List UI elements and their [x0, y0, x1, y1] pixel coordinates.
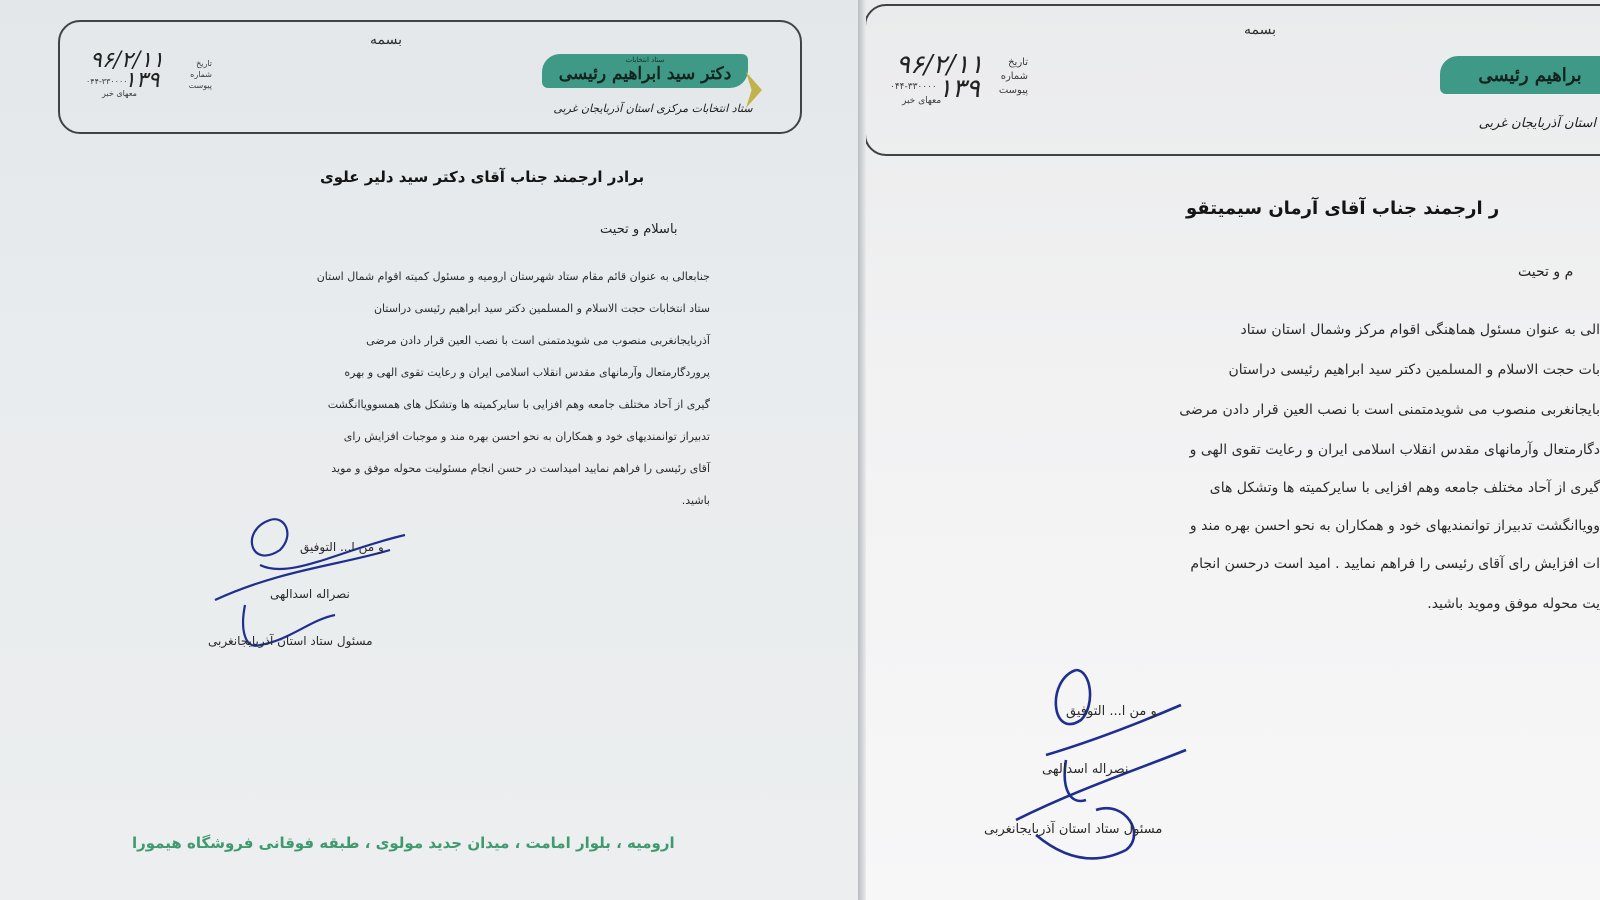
body-line: الی به عنوان مسئول هماهنگی اقوام مرکز وشمال استان ستاد [1240, 322, 1600, 338]
signer-title: مسئول ستاد استان آذربایجانغربی [984, 822, 1163, 837]
closing-phrase: و من ا... التوفیق [1066, 704, 1157, 719]
date-number-labels [172, 58, 212, 91]
date-label: تاریخ [1008, 57, 1028, 68]
attachment-label: پیوست [998, 85, 1028, 96]
body-line: دگارمتعال وآرمانهای مقدس انقلاب اسلامی ایران و رعایت تقوی الهی و [1189, 442, 1600, 458]
office-address-footer: ارومیه ، بلوار امامت ، میدان جدید مولوی ، طبقه فوقانی فروشگاه هیمورا [132, 834, 675, 852]
letter-right [866, 0, 1600, 900]
basmala: بسمه [1244, 22, 1276, 38]
candidate-logo-banner [1440, 56, 1600, 94]
header-extra-line: معهای خبر [102, 89, 137, 98]
phone-line: ۰۴۴-۳۳۰۰۰۰ [86, 77, 128, 86]
body-line: بایجانغربی منصوب می شویدمتمنی است با نصب العین قرار دادن مرضی [1179, 402, 1600, 418]
body-line: باشید. [681, 494, 710, 507]
body-line: گیری از آحاد مختلف جامعه وهم افزایی با سایرکمیته ها وتشکل های [1209, 480, 1600, 496]
handwritten-date: ۹۶/۲/۱۱ [90, 48, 164, 73]
logo-banner-text: براهیم رئیسی [1478, 65, 1582, 86]
body-line: جنابعالی به عنوان قائم مقام ستاد شهرستان ارومیه و مسئول کمیته اقوام شمال استان [316, 270, 710, 283]
basmala: بسمه [370, 32, 402, 48]
body-line: گیری از آحاد مختلف جامعه وهم افزایی با سایرکمیته ها وتشکل های همسوویاانگشت [327, 398, 710, 411]
letterhead-box [866, 4, 1600, 156]
logo-subtitle: ستاد انتخابات مرکزی استان آذربایجان غربی [553, 102, 753, 115]
signer-name: نصراله اسدالهی [270, 587, 350, 601]
body-line: پروردگارمتعال وآرمانهای مقدس انقلاب اسلامی ایران و رعایت تقوی الهی و بهره [344, 366, 710, 379]
candidate-logo-banner [542, 54, 748, 88]
number-label: شماره [190, 70, 212, 79]
body-line: ات افزایش رای آقای رئیسی را فراهم نمایید . امید است درحسن انجام [1190, 556, 1600, 572]
date-label: تاریخ [196, 59, 212, 68]
logo-banner-text: دکتر سید ابراهیم رئیسی [558, 64, 732, 84]
number-label: شماره [1000, 71, 1028, 82]
body-line: ستاد انتخابات حجت الاسلام و المسلمین دکتر سید ابراهیم رئیسی دراستان [373, 302, 710, 315]
salutation: م و تحیت [1518, 264, 1574, 280]
body-line: تدبیراز توانمندیهای خود و همکاران به نحو احسن بهره مند و موجبات افزایش رای [343, 430, 710, 443]
logo-subtitle: استان آذربایجان غربی [1478, 116, 1596, 131]
handwritten-date: ۹۶/۲/۱۱ [896, 50, 984, 80]
body-line: یت محوله موفق وموید باشید. [1427, 596, 1600, 612]
closing-phrase: و من ا... التوفیق [300, 540, 384, 554]
phone-line: ۰۴۴-۳۳۰۰۰۰ [890, 82, 937, 92]
attachment-label: پیوست [188, 81, 212, 90]
greeting: ر ارجمند جناب آقای آرمان سیمیتقو [1186, 198, 1500, 219]
signer-name: نصراله اسدالهی [1042, 762, 1129, 777]
handwritten-number: ۱۳۹ [938, 74, 980, 104]
greeting: برادر ارجمند جناب آقای دکتر سید دلیر علوی [320, 168, 645, 186]
signer-title: مسئول ستاد استان آذربایجانغربی [208, 634, 373, 648]
letterhead-box [58, 20, 802, 134]
body-line: آذربایجانغربی منصوب می شویدمتمنی است با نصب العین قرار دادن مرضی [366, 334, 710, 347]
salutation: باسلام و تحیت [600, 222, 678, 237]
body-line: وویاانگشت تدبیراز توانمندیهای خود و همکاران به نحو احسن بهره مند و [1189, 518, 1600, 534]
logo-small-text: ستاد انتخابات [625, 56, 665, 64]
header-extra-line: معهای خبر [902, 96, 942, 106]
body-line: آقای رئیسی را فراهم نمایید امیداست در حسن انجام مسئولیت محوله موفق و موید [331, 462, 710, 475]
body-line: بات حجت الاسلام و المسلمین دکتر سید ابراهیم رئیسی دراستان [1228, 362, 1600, 378]
date-number-labels [988, 56, 1028, 98]
handwritten-number: ۱۳۹ [124, 68, 160, 93]
